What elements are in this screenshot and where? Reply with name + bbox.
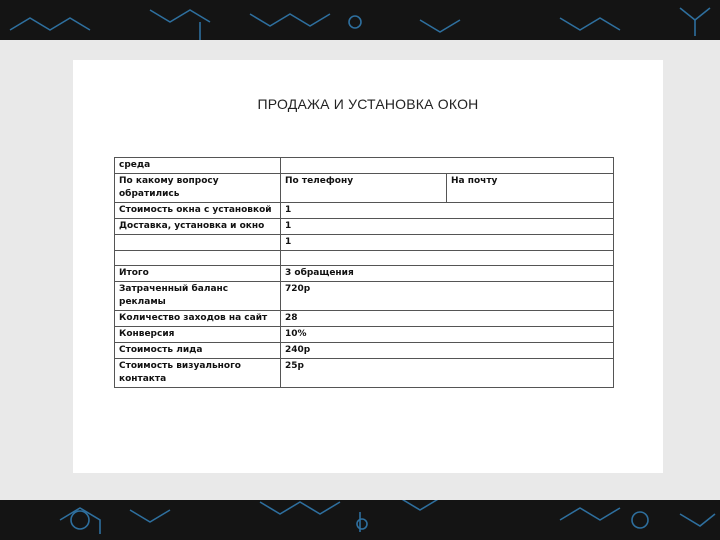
table-cell: Затраченный баланс рекламы (115, 282, 281, 311)
table-row (115, 311, 614, 327)
table-cell (115, 251, 281, 266)
table-row (115, 235, 614, 251)
table-cell: 10% (281, 327, 614, 343)
table-row (115, 158, 614, 174)
table-cell: Конверсия (115, 327, 281, 343)
table-cell: Итого (115, 266, 281, 282)
table-row (115, 251, 614, 266)
table-cell (281, 158, 614, 174)
data-table (114, 157, 614, 388)
table-row (115, 327, 614, 343)
table-cell: По какому вопросу обратились (115, 174, 281, 203)
table-cell: 1 (281, 235, 614, 251)
table-cell: Количество заходов на сайт (115, 311, 281, 327)
slide-title: ПРОДАЖА И УСТАНОВКА ОКОН (257, 96, 479, 112)
slide (73, 60, 663, 473)
table-row (115, 219, 614, 235)
table-row (115, 266, 614, 282)
table-cell: Стоимость визуального контакта (115, 359, 281, 388)
table-row (115, 203, 614, 219)
table-cell: Стоимость лида (115, 343, 281, 359)
table-row (115, 174, 614, 203)
table-cell (115, 235, 281, 251)
table-cell: среда (115, 158, 281, 174)
table-row (115, 359, 614, 388)
table-cell: Стоимость окна с установкой (115, 203, 281, 219)
table-cell: 720р (281, 282, 614, 311)
table-cell: 3 обращения (281, 266, 614, 282)
table-cell (281, 251, 614, 266)
table-cell: 25р (281, 359, 614, 388)
table-cell: По телефону (281, 174, 447, 203)
table-row (115, 282, 614, 311)
table-cell: На почту (447, 174, 614, 203)
table-row (115, 343, 614, 359)
table-cell: 1 (281, 203, 614, 219)
table-cell: Доставка, установка и окно (115, 219, 281, 235)
table-cell: 28 (281, 311, 614, 327)
table-cell: 1 (281, 219, 614, 235)
table-cell: 240р (281, 343, 614, 359)
